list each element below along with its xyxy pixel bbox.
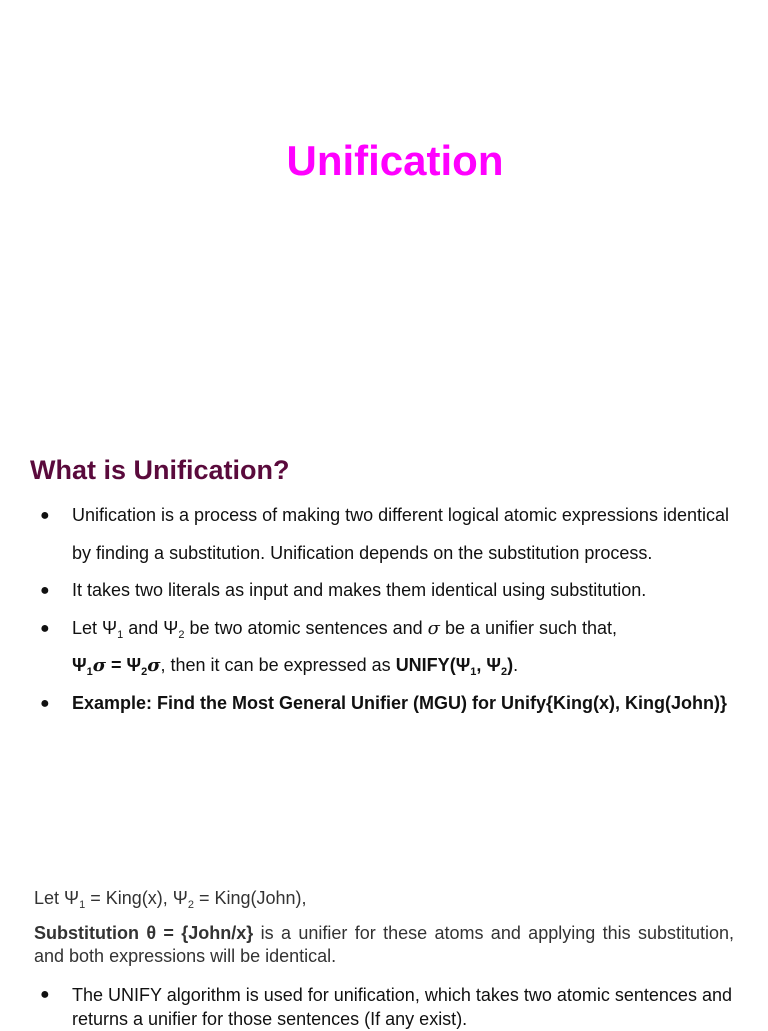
substitution-label: Substitution θ = {John/x} bbox=[34, 923, 254, 943]
unify-expression: $UNIFY(\Psi_1$, $\Psi_2$) bbox=[395, 655, 514, 678]
list-item bbox=[0, 685, 732, 723]
psi-symbol: Ψ bbox=[102, 617, 118, 638]
bullet-icon: ● bbox=[40, 694, 50, 712]
bullet-text: It takes two literals as input and makes them identical using substitution. bbox=[72, 580, 647, 600]
and-word: and bbox=[128, 617, 159, 638]
equation: $\Psi_1\sigma = \Psi_2\sigma$ bbox=[72, 655, 161, 678]
be-two-text: be two atomic sentences and bbox=[189, 617, 423, 638]
let-word: Let bbox=[72, 617, 98, 638]
page-title: Unification bbox=[286, 137, 504, 184]
bullet-icon: ● bbox=[40, 986, 50, 1003]
substitution-text: is a unifier for these atoms and applying this substitution, and both expressions will be identical. bbox=[34, 923, 734, 966]
substitution-paragraph bbox=[34, 922, 734, 968]
example-text: Example: Find the Most General Unifier (MGU) for Unify{King(x), King(John)} bbox=[72, 692, 728, 713]
subscript: 2 bbox=[178, 628, 185, 641]
bullet-icon: ● bbox=[40, 582, 50, 599]
bullet-text: Let $\Psi_1$ and $\Psi_2$ be two atomic sentences and σ be a unifier such that, $\Psi_1\sigma = \Psi_2\sigma$, then it can be expressed as $UNIFY(\Psi_1$, $\Psi_2$). bbox=[72, 617, 618, 678]
sigma-symbol: σ bbox=[427, 617, 440, 639]
psi-symbol: Ψ bbox=[163, 617, 179, 638]
subscript: 1 bbox=[117, 628, 124, 641]
bullet-icon: ● bbox=[40, 619, 50, 637]
list-item bbox=[0, 572, 732, 610]
let-line: Let $\Psi_1$ = King(x), $\Psi_2$ = King(John), bbox=[34, 888, 307, 911]
list-item bbox=[0, 610, 732, 685]
be-unifier-text: be a unifier such that, bbox=[444, 617, 618, 638]
bullet-text: The UNIFY algorithm is used for unification, which takes two atomic sentences and returns a unifier for those sentences (If any exist). bbox=[72, 985, 732, 1029]
bullet-text: Unification is a process of making two different logical atomic expressions identical by finding a substitution. Unification depends on the substitution process. bbox=[72, 505, 729, 563]
section-heading: What is Unification? bbox=[30, 455, 290, 485]
then-text: , then it can be expressed as bbox=[160, 655, 391, 675]
list-item bbox=[0, 497, 732, 572]
bullet-list bbox=[0, 497, 732, 722]
bullet-icon: ● bbox=[40, 507, 50, 524]
